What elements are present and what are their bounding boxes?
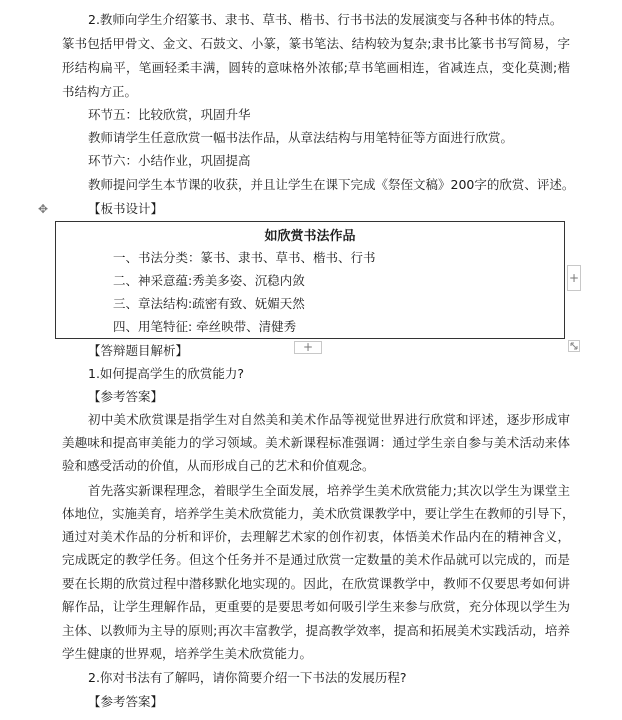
section-heading: 【板书设计】: [88, 201, 164, 216]
board-item: 三、章法结构:疏密有致、妩媚天然: [113, 296, 305, 311]
board-item: 一、书法分类：篆书、隶书、草书、楷书、行书: [113, 250, 376, 265]
section-heading: 【参考答案】: [88, 389, 164, 404]
paragraph-line: 完成既定的教学任务。但这个任务并不是通过欣赏一定数量的美术作品就可以完成的，而是: [62, 552, 570, 567]
question-line: 2.你对书法有了解吗，请你简要介绍一下书法的发展历程?: [88, 670, 407, 685]
paragraph-line: 教师提问学生本节课的收获，并且让学生在课下完成《祭侄文稿》200字的欣赏、评述。: [88, 177, 575, 192]
paragraph-line: 学生健康的世界观，培养学生美术欣赏能力。: [62, 646, 313, 661]
section-heading: 【答辩题目解析】: [88, 343, 189, 358]
paragraph-line: 要在长期的欣赏过程中潜移默化地实现的。因此，在欣赏课教学中，教师不仅要思考如何讲: [62, 576, 570, 591]
paragraph-line: 教师请学生任意欣赏一幅书法作品，从章法结构与用笔特征等方面进行欣赏。: [88, 130, 514, 145]
question-line: 1.如何提高学生的欣赏能力?: [88, 366, 245, 381]
paragraph-line: 2.教师向学生介绍篆书、隶书、草书、楷书、行书书法的发展演变与各种书体的特点。: [88, 12, 563, 27]
add-row-plus-icon[interactable]: +: [294, 341, 322, 354]
move-cross-icon[interactable]: ✥: [37, 202, 49, 216]
paragraph-line: 书结构方正。: [62, 84, 138, 99]
paragraph-line: 体地位，实施美育，培养学生美术欣赏能力，美术欣赏课教学中，要让学生在教师的引导下，: [62, 506, 575, 521]
board-title: 如欣赏书法作品: [264, 229, 356, 244]
paragraph-line: 通过对美术作品的分析和评价，去理解艺术家的创作初衷，体悟美术作品内在的精神含义，: [62, 529, 570, 544]
section-heading: 环节六：小结作业，巩固提高: [88, 153, 251, 168]
paragraph-line: 初中美术欣赏课是指学生对自然美和美术作品等视觉世界进行欣赏和评述，逐步形成审: [88, 412, 570, 427]
section-heading: 【参考答案】: [88, 694, 164, 709]
board-design-table[interactable]: [55, 221, 565, 339]
paragraph-line: 验和感受活动的价值，从而形成自己的艺术和价值观念。: [62, 458, 375, 473]
paragraph-line: 形结构扁平，笔画轻柔丰满，圆转的意味格外浓郁;草书笔画相连，省减连点，变化莫测;楷: [62, 60, 570, 75]
paragraph-line: 美趣味和提高审美能力的学习领域。美术新课程标准强调：通过学生亲自参与美术活动来体: [62, 435, 570, 450]
board-item: 四、用笔特征: 牵丝映带、清健秀: [113, 319, 297, 334]
board-item: 二、神采意蕴:秀美多姿、沉稳内敛: [113, 273, 305, 288]
add-column-plus-icon[interactable]: +: [567, 265, 581, 291]
paragraph-line: 解作品，让学生理解作品，更重要的是要思考如何吸引学生来参与欣赏，充分体现以学生为: [62, 599, 570, 614]
paragraph-line: 首先落实新课程理念，着眼学生全面发展，培养学生美术欣赏能力;其次以学生为课堂主: [88, 483, 570, 498]
section-heading: 环节五：比较欣赏，巩固升华: [88, 107, 251, 122]
paragraph-line: 篆书包括甲骨文、金文、石鼓文、小篆，篆书笔法、结构较为复杂;隶书比篆书书写简易，字: [62, 36, 570, 51]
paragraph-line: 主体、以教师为主导的原则;再次丰富教学，提高教学效率，提高和拓展美术实践活动，培养: [62, 623, 570, 638]
